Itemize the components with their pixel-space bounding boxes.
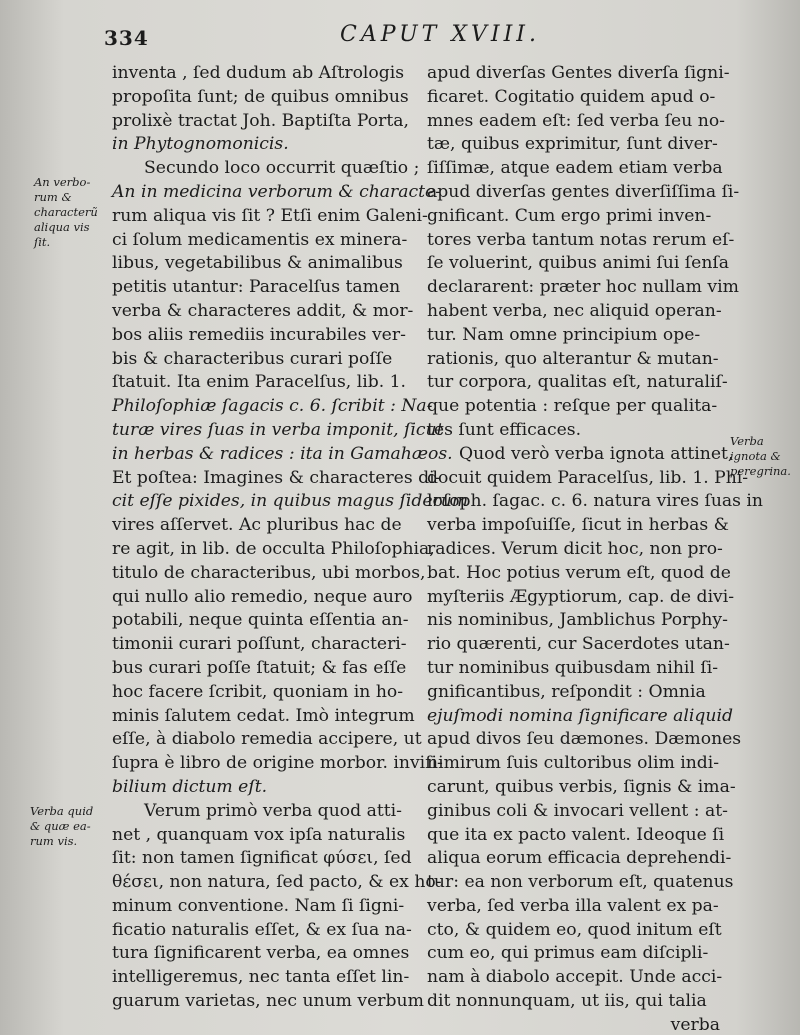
text-line: apud divos ſeu dæmones. Dæmones bbox=[427, 729, 742, 750]
margin-note-line: & quæ ea- bbox=[30, 819, 91, 833]
text-line: ſtatuit. Ita enim Paracelſus, lib. 1. bbox=[112, 372, 407, 393]
text-line: minum conventione. Nam ſi ſigni- bbox=[112, 895, 405, 916]
margin-note-line: rum & bbox=[34, 190, 72, 204]
text-line: hoc facere ſcribit, quoniam in ho- bbox=[112, 681, 404, 702]
text-line: ficatio naturalis eſſet, & ex ſua na- bbox=[112, 919, 412, 940]
margin-note-line: ſit. bbox=[34, 235, 51, 249]
text-line: loſoph. ſagac. c. 6. natura vires ſuas in bbox=[427, 491, 764, 512]
text-line: intelligeremus, nec tanta eſſet lin- bbox=[112, 967, 410, 988]
text-line: Philoſophiæ ſagacis c. 6. ſcribit : Na- bbox=[112, 396, 433, 417]
text-line: verba impoſuiſſe, ſicut in herbas & bbox=[427, 515, 729, 536]
text-line: Quod verò verba ignota attinet, bbox=[459, 443, 734, 464]
text-line: Et poſtea: Imagines & characteres di- bbox=[112, 467, 441, 488]
text-line: que potentia : reſque per qualita- bbox=[427, 396, 718, 417]
text-line: potabili, neque quinta eſſentia an- bbox=[112, 610, 409, 631]
text-line: libus, vegetabilibus & animalibus bbox=[112, 253, 403, 274]
left-column bbox=[112, 62, 469, 1014]
text-line: re agit, in lib. de occulta Philoſophia, bbox=[112, 538, 435, 559]
page-number: 334 bbox=[104, 26, 149, 50]
text-line: tæ, quibus exprimitur, ſunt diver- bbox=[427, 134, 718, 155]
text-line: turæ vires ſuas in verba imponit, ſicut bbox=[112, 419, 444, 440]
text-line: qui nullo alio remedio, neque auro bbox=[112, 586, 413, 607]
text-line: mnes eadem eſt: ſed verba ſeu no- bbox=[427, 110, 725, 131]
margin-note-line: rum vis. bbox=[30, 834, 78, 848]
text-line: rationis, quo alterantur & mutan- bbox=[427, 348, 719, 369]
text-line: rum aliqua vis ſit ? Etſi enim Galeni- bbox=[112, 205, 428, 226]
text-line: rio quærenti, cur Sacerdotes utan- bbox=[427, 634, 730, 655]
text-line: prolixè tractat Joh. Baptiſta Porta, bbox=[112, 110, 409, 131]
text-line: tur corpora, qualitas eſt, naturaliſ- bbox=[427, 372, 728, 393]
text-line: apud diverſas Gentes diverſa ſigni- bbox=[427, 63, 730, 83]
text-line: nam à diabolo accepit. Unde acci- bbox=[427, 967, 723, 988]
text-line: Verum primò verba quod atti- bbox=[144, 800, 402, 821]
text-line: in herbas & radices : ita in Gamahæos. bbox=[112, 443, 453, 464]
text-line: cum eo, qui primus eam diſcipli- bbox=[427, 943, 709, 964]
text-line: ſiſſimæ, atque eadem etiam verba bbox=[427, 158, 723, 179]
text-line: timonii curari poſſunt, characteri- bbox=[112, 634, 407, 655]
margin-note-left-2 bbox=[30, 804, 93, 849]
text-line: tur: ea non verborum eſt, quatenus bbox=[427, 872, 734, 893]
margin-note-left-1 bbox=[34, 175, 98, 250]
text-line: ginibus coli & invocari vellent : at- bbox=[427, 800, 728, 821]
text-line: propoſita ſunt; de quibus omnibus bbox=[112, 86, 409, 107]
text-line: gnificantibus, reſpondit : Omnia bbox=[427, 681, 706, 702]
margin-note-line: aliqua vis bbox=[34, 220, 90, 234]
text-line: ſit: non tamen ſignificat φύσει, ſed bbox=[112, 848, 412, 869]
text-line: guarum varietas, nec unum verbum bbox=[112, 991, 424, 1012]
text-line: ci ſolum medicamentis ex minera- bbox=[112, 229, 408, 250]
text-line: ficaret. Cogitatio quidem apud o- bbox=[427, 86, 716, 107]
text-line: bos aliis remediis incurabiles ver- bbox=[112, 324, 406, 345]
text-line: tores verba tantum notas rerum eſ- bbox=[427, 229, 735, 250]
text-line: declararent: præter hoc nullam vim bbox=[427, 277, 739, 298]
text-line: habent verba, nec aliquid operan- bbox=[427, 300, 722, 321]
text-line: bis & characteribus curari poſſe bbox=[112, 348, 393, 369]
text-line: nis nominibus, Jamblichus Porphy- bbox=[427, 610, 728, 631]
text-line: bilium dictum eſt. bbox=[112, 776, 268, 797]
margin-note-line: ignota & bbox=[730, 449, 781, 463]
text-line: carunt, quibus verbis, ſignis & ima- bbox=[427, 776, 736, 797]
text-line: eſſe, à diabolo remedia accipere, ut bbox=[112, 729, 422, 750]
margin-note-line: characterũ bbox=[34, 205, 98, 219]
text-line: cit eſſe pixides, in quibus magus ſiderum bbox=[112, 491, 469, 512]
text-line: verba & characteres addit, & mor- bbox=[112, 300, 414, 321]
text-line: titulo de characteribus, ubi morbos, bbox=[112, 562, 426, 583]
margin-note-right-1 bbox=[730, 434, 791, 479]
text-line: dit nonnunquam, ut iis, qui talia bbox=[427, 991, 707, 1012]
running-title: CAPUT XVIII. bbox=[340, 22, 540, 47]
text-line: tes ſunt efficaces. bbox=[427, 419, 582, 440]
text-line: θέσει, non natura, ſed pacto, & ex ho- bbox=[112, 872, 442, 893]
text-line: bat. Hoc potius verum eſt, quod de bbox=[427, 562, 731, 583]
text-line: cto, & quidem eo, quod initum eſt bbox=[427, 919, 722, 940]
text-line: tur nominibus quibusdam nihil ſi- bbox=[427, 657, 719, 678]
text-line: Secundo loco occurrit quæſtio ; bbox=[144, 158, 420, 179]
margin-note-line: An verbo- bbox=[34, 175, 91, 189]
text-line: aliqua eorum efficacia deprehendi- bbox=[427, 848, 732, 869]
text-line: myſteriis Ægyptiorum, cap. de divi- bbox=[427, 586, 735, 607]
text-line: in Phytognomonicis. bbox=[112, 134, 289, 155]
text-line: bus curari poſſe ſtatuit; & fas eſſe bbox=[112, 657, 407, 678]
text-line: ejuſmodi nomina ſignificare aliquid bbox=[427, 705, 733, 726]
text-line: inventa , ſed dudum ab Aſtrologis bbox=[112, 63, 405, 83]
text-line: vires aſſervet. Ac pluribus hac de bbox=[112, 515, 402, 536]
text-line: An in medicina verborum & characte- bbox=[112, 181, 442, 202]
text-line: petitis utantur: Paracelſus tamen bbox=[112, 277, 401, 298]
text-line: apud diverſas gentes diverſiſſima ſi- bbox=[427, 181, 740, 202]
text-line: nimirum ſuis cultoribus olim indi- bbox=[427, 753, 720, 774]
text-line: ſupra è libro de origine morbor. inviſi- bbox=[112, 753, 443, 774]
catchword: verba bbox=[670, 1014, 720, 1035]
page-header bbox=[0, 20, 800, 54]
margin-note-line: Verba bbox=[730, 434, 764, 448]
text-line: que ita ex pacto valent. Ideoque ſi bbox=[427, 824, 725, 845]
text-line: net , quanquam vox ipſa naturalis bbox=[112, 824, 406, 845]
text-line: docuit quidem Paracelſus, lib. 1. Phi- bbox=[427, 467, 749, 488]
text-line: tur. Nam omne principium ope- bbox=[427, 324, 701, 345]
margin-note-line: Verba quid bbox=[30, 804, 94, 818]
text-line: ſe voluerint, quibus animi ſui ſenſa bbox=[427, 253, 730, 274]
text-line: tura ſignificarent verba, ea omnes bbox=[112, 943, 410, 964]
text-line: gnificant. Cum ergo primi inven- bbox=[427, 205, 712, 226]
text-line: verba, ſed verba illa valent ex pa- bbox=[427, 895, 719, 916]
margin-note-line: peregrina. bbox=[730, 464, 791, 478]
text-line: minis ſalutem cedat. Imò integrum bbox=[112, 705, 415, 726]
text-line: radices. Verum dicit hoc, non pro- bbox=[427, 538, 723, 559]
